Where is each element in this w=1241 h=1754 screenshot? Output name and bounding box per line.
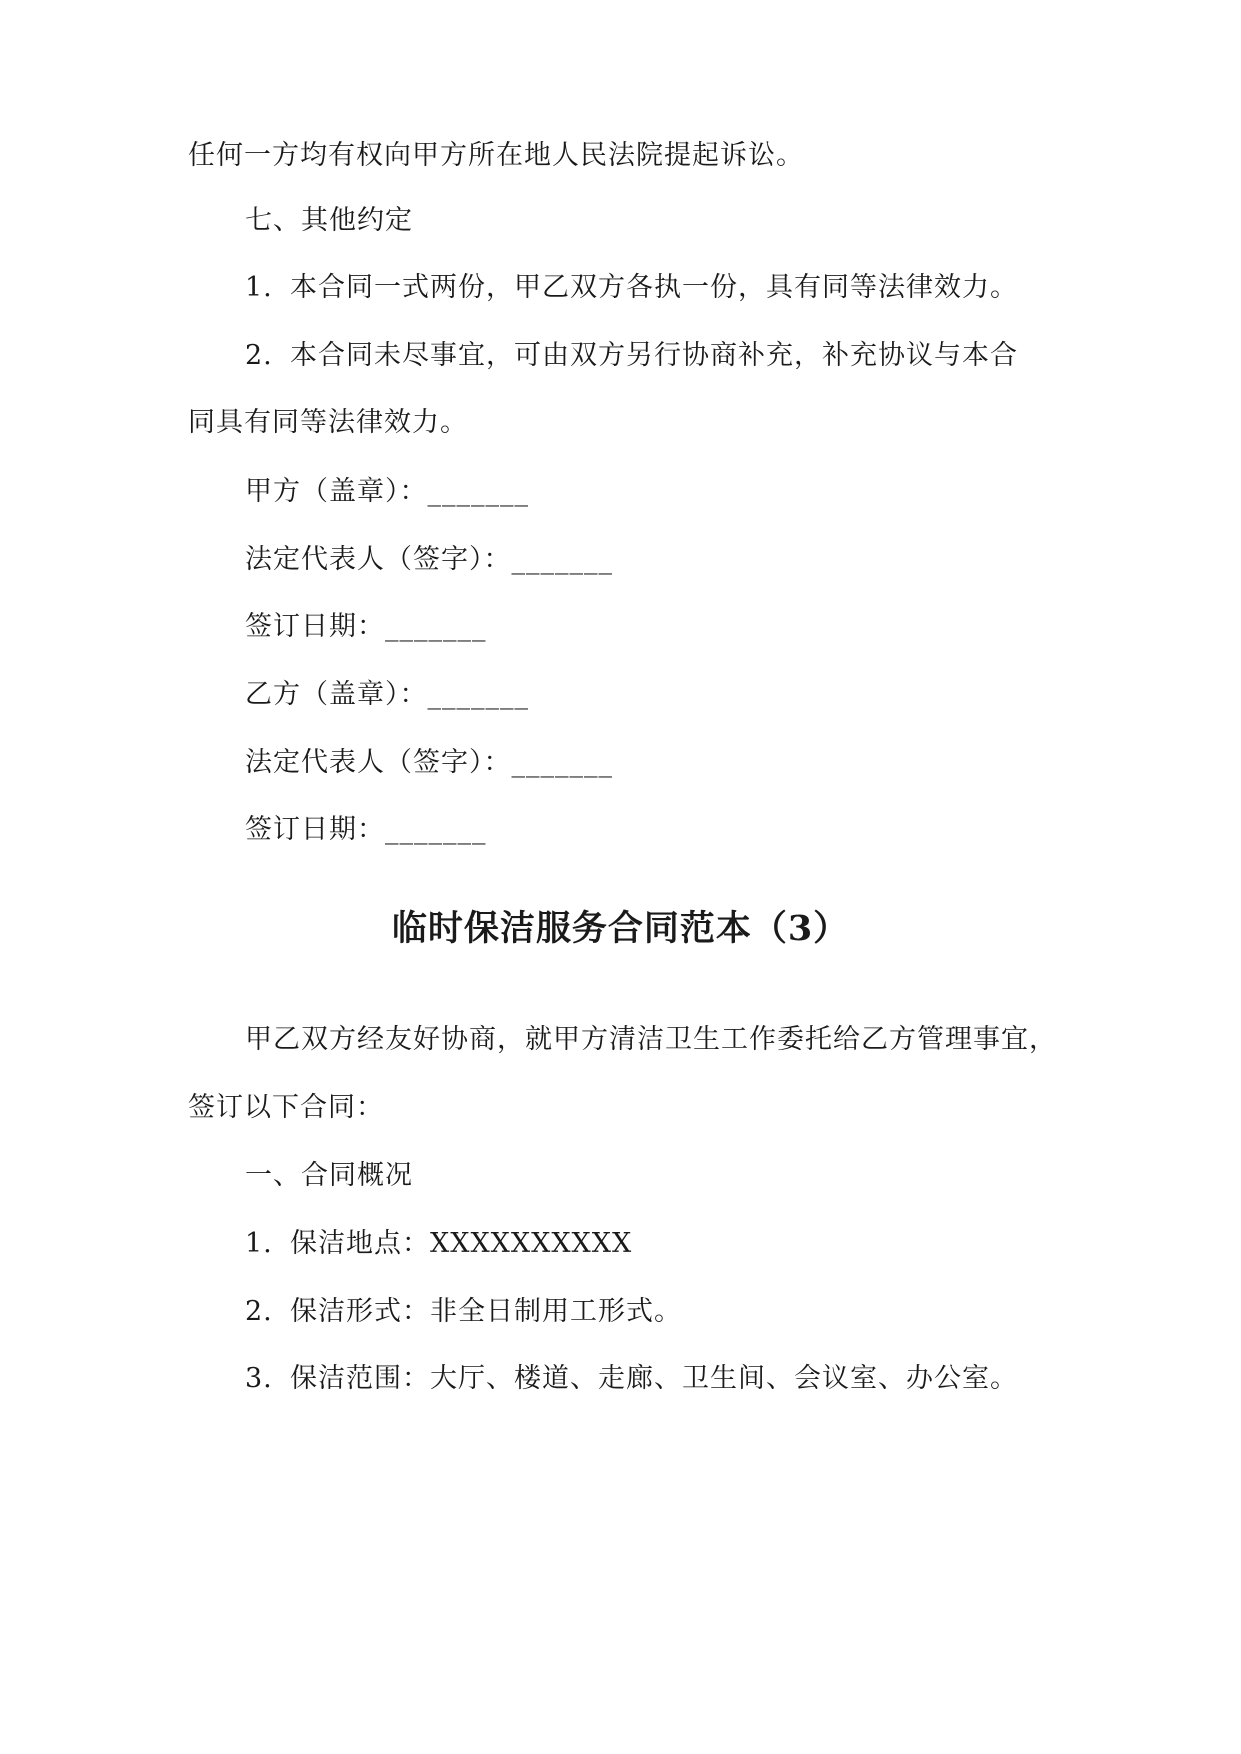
party-a-representative-field: 法定代表人（签字）：_______ <box>245 544 613 575</box>
clause-text: 本合同一式两份，甲乙双方各执一份，具有同等法律效力。 <box>290 272 1018 303</box>
party-b-date-field: 签订日期：_______ <box>245 814 487 845</box>
clause-number: 2. <box>245 340 273 371</box>
clause-7-2-continuation: 同具有同等法律效力。 <box>188 407 468 438</box>
clause-number: 3. <box>245 1363 273 1394</box>
clause-1-3 <box>245 1361 1018 1397</box>
party-b-seal-field: 乙方（盖章）：_______ <box>245 679 529 710</box>
clause-7-1 <box>245 270 1018 306</box>
clause-number: 1. <box>245 272 273 303</box>
heading-other-agreements: 七、其他约定 <box>245 205 413 236</box>
clause-text: 本合同未尽事宜，可由双方另行协商补充，补充协议与本合 <box>290 340 1018 371</box>
party-a-seal-field: 甲方（盖章）：_______ <box>245 476 529 507</box>
intro-paragraph-line-2: 签订以下合同： <box>188 1092 384 1123</box>
clause-text: 保洁形式：非全日制用工形式。 <box>290 1296 682 1327</box>
party-b-representative-field: 法定代表人（签字）：_______ <box>245 747 613 778</box>
clause-1-1 <box>245 1226 632 1262</box>
clause-text: 保洁范围：大厅、楼道、走廊、卫生间、会议室、办公室。 <box>290 1363 1018 1394</box>
intro-paragraph-line-1: 甲乙双方经友好协商，就甲方清洁卫生工作委托给乙方管理事宜， <box>245 1024 1057 1055</box>
clause-text: 保洁地点：XXXXXXXXXX <box>290 1228 633 1259</box>
clause-number: 2. <box>245 1296 273 1327</box>
clause-7-2 <box>245 338 1018 374</box>
contract-title: 临时保洁服务合同范本（3） <box>391 908 850 949</box>
paragraph-litigation: 任何一方均有权向甲方所在地人民法院提起诉讼。 <box>188 140 804 171</box>
clause-number: 1. <box>245 1228 273 1259</box>
heading-contract-overview: 一、合同概况 <box>245 1160 413 1191</box>
clause-1-2 <box>245 1294 682 1330</box>
party-a-date-field: 签订日期：_______ <box>245 611 487 642</box>
